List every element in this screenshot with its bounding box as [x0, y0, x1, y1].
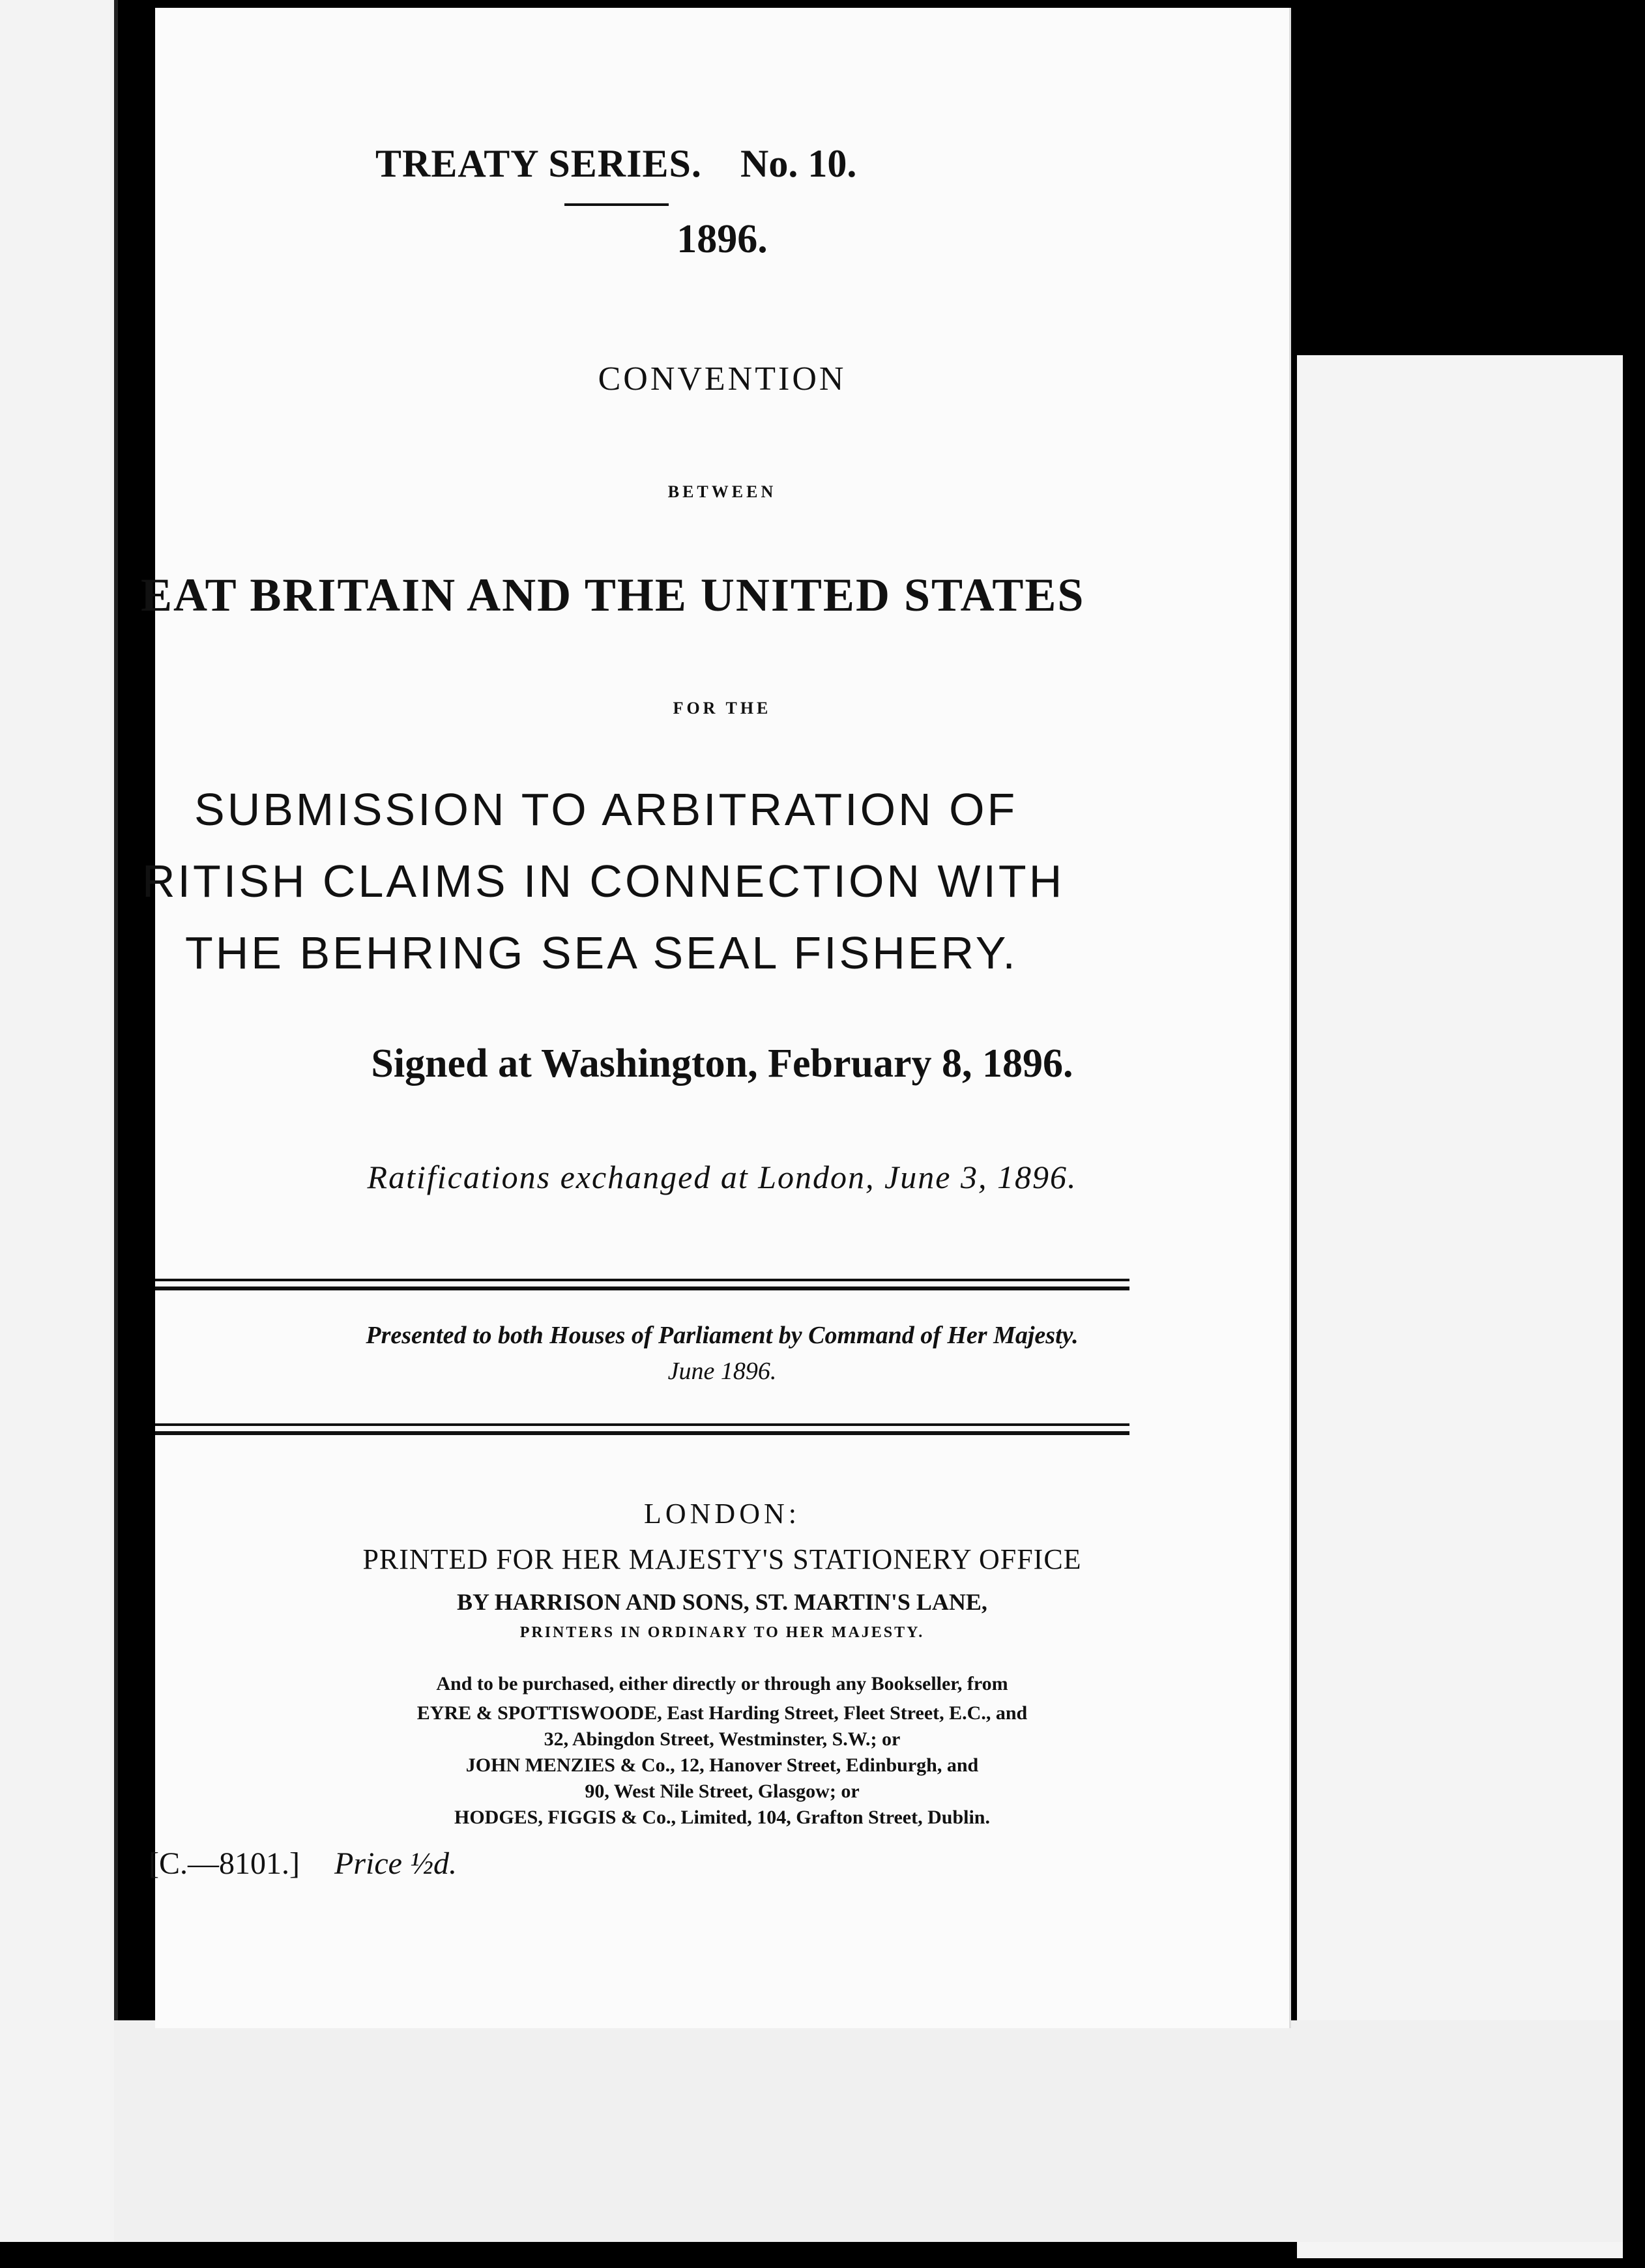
purchase-line-1: And to be purchased, either directly or through any Bookseller, from — [436, 1673, 1008, 1694]
ratifications-line: Ratifications exchanged at London, June 3, 1896. — [367, 1159, 1077, 1195]
subject-line-3: THE BEHRING SEA SEAL FISHERY. — [185, 927, 1018, 978]
imprint-printers: PRINTERS IN ORDINARY TO HER MAJESTY. — [519, 1624, 925, 1641]
imprint-printed-by: BY HARRISON AND SONS, ST. MARTIN'S LANE, — [457, 1589, 987, 1615]
command-number: [C.—8101.] — [149, 1846, 300, 1881]
double-rule-bottom-2 — [155, 1431, 1129, 1435]
title-page — [141, 8, 1289, 2028]
presentation-text: Presented to both Houses of Parliament by Command of Her Majesty. — [366, 1322, 1079, 1349]
subject-line-2: RITISH CLAIMS IN CONNECTION WITH — [142, 856, 1065, 907]
double-rule-top-2 — [155, 1287, 1129, 1290]
presentation-date: June 1896. — [667, 1358, 777, 1385]
series-label: TREATY SERIES. — [375, 142, 702, 185]
adjacent-page-left — [0, 0, 118, 2242]
document-type: CONVENTION — [598, 360, 847, 398]
imprint-printed-for: PRINTED FOR HER MAJESTY'S STATIONERY OFFICE — [362, 1543, 1082, 1575]
purchase-line-2: EYRE & SPOTTISWOODE, East Harding Street, Fleet Street, E.C., and — [416, 1702, 1028, 1724]
signed-line: Signed at Washington, February 8, 1896. — [371, 1041, 1073, 1086]
purchase-line-4: JOHN MENZIES & Co., 12, Hanover Street, Edinburgh, and — [465, 1754, 979, 1776]
double-rule-bottom-1 — [155, 1423, 1129, 1426]
header-rule — [564, 203, 669, 206]
double-rule-top-1 — [155, 1279, 1129, 1281]
imprint-city: LONDON: — [644, 1498, 800, 1530]
purchase-line-6: HODGES, FIGGIS & Co., Limited, 104, Grafton Street, Dublin. — [454, 1807, 990, 1828]
for-the-label: FOR THE — [673, 699, 772, 718]
between-label: BETWEEN — [667, 482, 777, 501]
adjacent-page-right — [1297, 355, 1623, 2258]
series-number: No. 10. — [740, 142, 857, 185]
parties: EAT BRITAIN AND THE UNITED STATES — [141, 569, 1085, 621]
page-bottom-margin — [114, 2020, 1623, 2242]
subject-line-1: SUBMISSION TO ARBITRATION OF — [194, 784, 1018, 835]
purchase-line-5: 90, West Nile Street, Glasgow; or — [585, 1781, 860, 1802]
purchase-line-3: 32, Abingdon Street, Westminster, S.W.; or — [544, 1728, 901, 1750]
price: Price ½d. — [334, 1846, 457, 1881]
series-year: 1896. — [677, 217, 768, 261]
